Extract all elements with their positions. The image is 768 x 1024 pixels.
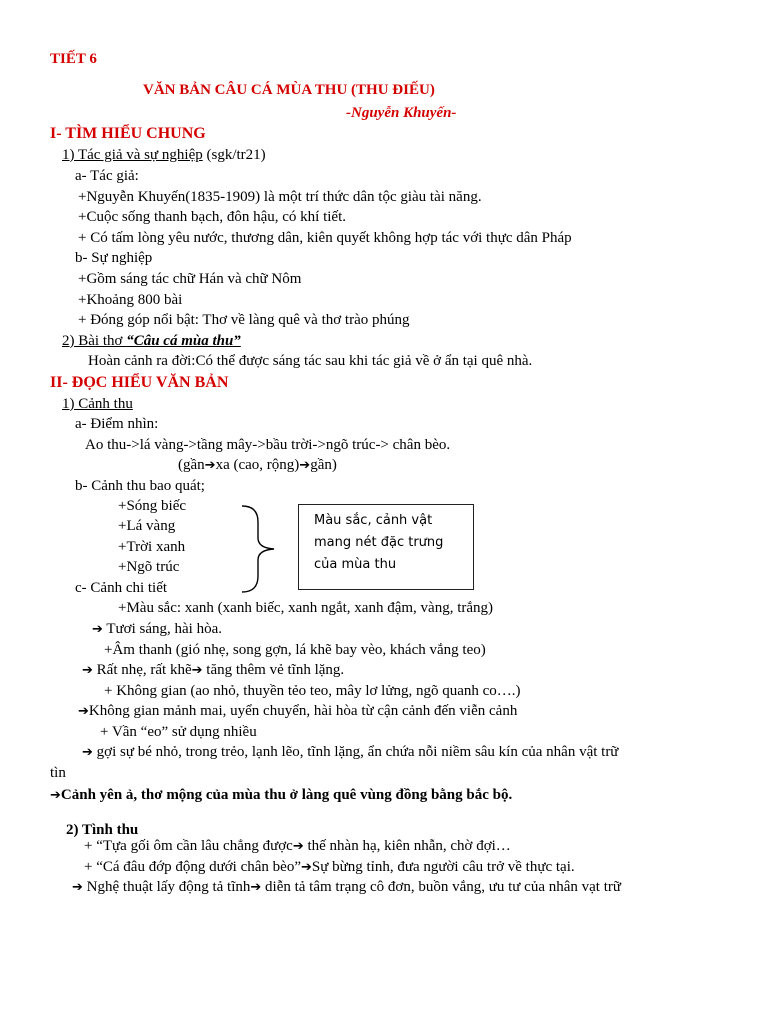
right-arrow-icon: ➔: [204, 458, 216, 473]
detail-line-space: + Không gian (ao nhỏ, thuyền tẻo teo, mây lơ lửng, ngõ quanh co….): [104, 683, 521, 699]
detail-rhyme-result-text: gợi sự bé nhỏ, trong trẻo, lạnh lẽo, tĩnh lặng, ẩn chứa nỗi niềm sâu kín của nhân vật trữ: [92, 744, 619, 760]
note-box: [298, 504, 474, 590]
detail-line-sound-result: [82, 661, 344, 680]
feeling-line-1: [84, 837, 511, 856]
sub-heading-author-career: 1) Tác giả và sự nghiệp: [62, 147, 203, 163]
viewpoint-text-far: xa (cao, rộng): [215, 457, 300, 473]
author-name: -Nguyễn Khuyến-: [346, 105, 457, 121]
detail-sound-result-text: Rất nhẹ, rất khẽ: [92, 662, 192, 678]
curly-brace-icon: [234, 504, 280, 594]
detail-line-rhyme: + Vần “eo” sử dụng nhiều: [100, 724, 257, 740]
viewpoint-line-2: [178, 456, 337, 475]
right-arrow-icon: ➔: [250, 880, 262, 895]
viewpoint-text-near: (gần: [178, 457, 205, 473]
career-line-3: + Đóng góp nổi bật: Thơ về làng quê và thơ trào phúng: [78, 312, 410, 328]
feeling-line-3-meaning: diễn tả tâm trạng cô đơn, buồn vắng, ưu tư của nhân vạt trữ: [261, 879, 622, 895]
sub-heading-autumn-feeling: 2) Tình thu: [66, 822, 139, 838]
overview-item: +Lá vàng: [118, 518, 176, 534]
detail-color-result-text: Tươi sáng, hài hòa.: [102, 621, 223, 637]
note-line-1: Màu sắc, cảnh vật: [314, 513, 433, 528]
detail-line-color: +Màu sắc: xanh (xanh biếc, xanh ngắt, xanh đậm, vàng, trắng): [118, 600, 494, 616]
career-heading: b- Sự nghiệp: [75, 250, 153, 266]
viewpoint-line-1: Ao thu->lá vàng->tầng mây->bầu trời->ngõ trúc-> chân bèo.: [85, 437, 451, 453]
note-line-2: mang nét đặc trưng: [314, 535, 444, 550]
career-line-1: +Gồm sáng tác chữ Hán và chữ Nôm: [78, 271, 302, 287]
poem-prefix: 2) Bài thơ: [62, 333, 127, 349]
detail-line-rhyme-result: [82, 743, 618, 762]
career-line-2: +Khoảng 800 bài: [78, 292, 183, 308]
detail-line-color-result: [92, 620, 222, 639]
overview-item: +Sóng biếc: [118, 498, 187, 514]
poem-title: “Câu cá mùa thu”: [126, 333, 241, 349]
right-arrow-icon: ➔: [82, 745, 93, 760]
overview-heading: b- Cảnh thu bao quát;: [75, 478, 205, 494]
author-heading: a- Tác giả:: [75, 168, 139, 184]
section-1-sub-2: [62, 332, 241, 350]
document-title: VĂN BẢN CÂU CÁ MÙA THU (THU ĐIẾU): [143, 82, 435, 98]
detail-heading: c- Cảnh chi tiết: [75, 580, 168, 596]
section-2-heading: II- ĐỌC HIỂU VĂN BẢN: [50, 374, 229, 391]
feeling-line-2-meaning: Sự bừng tỉnh, đưa người câu trở về thực tại.: [311, 859, 575, 875]
right-arrow-icon: ➔: [300, 860, 312, 875]
sub-heading-autumn-scene: 1) Cảnh thu: [62, 396, 133, 412]
right-arrow-icon: ➔: [292, 839, 304, 854]
scene-conclusion: [50, 786, 512, 805]
feeling-line-1-meaning: thế nhàn hạ, kiên nhẫn, chờ đợi…: [303, 838, 511, 854]
right-arrow-icon: ➔: [92, 622, 103, 637]
right-arrow-icon: ➔: [78, 704, 89, 719]
detail-line-sound: +Âm thanh (gió nhẹ, song gợn, lá khẽ bay vèo, khách vắng teo): [104, 642, 486, 658]
section-1-heading: I- TÌM HIỂU CHUNG: [50, 125, 206, 142]
author-line-2: +Cuộc sống thanh bạch, đôn hậu, có khí tiết.: [78, 209, 346, 225]
right-arrow-icon: ➔: [299, 458, 311, 473]
viewpoint-heading: a- Điểm nhìn:: [75, 416, 159, 432]
viewpoint-text-near-again: gần): [310, 457, 337, 473]
detail-sound-result-text-2: tăng thêm vẻ tĩnh lặng.: [202, 662, 345, 678]
detail-line-rhyme-continued: tìn: [50, 765, 66, 781]
lesson-label: TIẾT 6: [50, 51, 97, 67]
feeling-line-2-quote: + “Cá đâu đớp động dưới chân bèo”: [84, 859, 301, 875]
feeling-line-3: [72, 878, 621, 897]
poem-context: Hoàn cảnh ra đời:Có thể được sáng tác sau khi tác giả về ở ẩn tại quê nhà.: [88, 353, 533, 369]
detail-line-space-result: [78, 702, 517, 721]
textbook-reference: (sgk/tr21): [202, 147, 266, 163]
author-line-1: +Nguyễn Khuyến(1835-1909) là một trí thức dân tộc giàu tài năng.: [78, 189, 482, 205]
right-arrow-icon: ➔: [82, 663, 93, 678]
right-arrow-icon: ➔: [50, 788, 61, 803]
overview-item: +Trời xanh: [118, 539, 186, 555]
author-line-3: + Có tấm lòng yêu nước, thương dân, kiên quyết không hợp tác với thực dân Pháp: [78, 230, 572, 246]
feeling-line-1-quote: + “Tựa gối ôm cần lâu chẳng được: [84, 838, 293, 854]
note-line-3: của mùa thu: [314, 557, 397, 572]
right-arrow-icon: ➔: [72, 880, 83, 895]
feeling-line-3-art: Nghệ thuật lấy động tả tĩnh: [82, 879, 251, 895]
feeling-line-2: [84, 858, 575, 877]
section-1-sub-1: [62, 146, 266, 164]
right-arrow-icon: ➔: [191, 663, 203, 678]
scene-conclusion-text: Cảnh yên ả, thơ mộng của mùa thu ở làng quê vùng đồng bằng bắc bộ.: [60, 787, 513, 803]
detail-space-result-text: Không gian mảnh mai, uyển chuyển, hài hòa từ cận cảnh đến viễn cảnh: [88, 703, 518, 719]
overview-item: +Ngõ trúc: [118, 559, 180, 575]
